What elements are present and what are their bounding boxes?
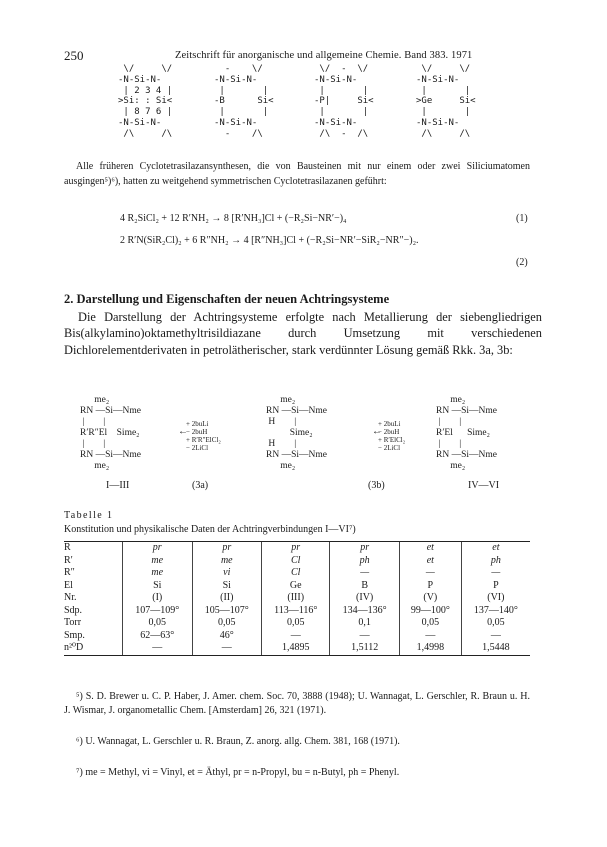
table-cell: (VI)	[461, 592, 530, 605]
row-label: El	[64, 579, 73, 591]
table-row	[64, 555, 530, 568]
table-cell: 0,1	[330, 617, 400, 630]
table-cell: vi	[192, 567, 262, 580]
table-row	[64, 542, 530, 555]
ring-structure-3: \/ - \/ -N-Si-N- | | -P| Si< | | -N-Si-N- /\ - /\	[314, 64, 374, 139]
table-cell: 0,05	[399, 617, 461, 630]
table-cell: (I)	[123, 592, 193, 605]
row-label: R	[64, 542, 123, 555]
table-cell: pr	[330, 542, 400, 555]
table-cell: et	[461, 542, 530, 555]
table-cell: 46°	[192, 630, 262, 643]
scheme-reagents-a: + 2buLi − 2buH + R′R″ElCl₂ − 2LiCl	[186, 420, 221, 452]
table-cell: Ge	[262, 580, 330, 593]
table-cell: me	[123, 567, 193, 580]
table-cell: et	[399, 555, 461, 568]
table-cell: 0,05	[461, 617, 530, 630]
table-cell: P	[399, 580, 461, 593]
table-cell: 0,05	[123, 617, 193, 630]
table-cell: (V)	[399, 592, 461, 605]
table-cell: —	[192, 642, 262, 655]
table-cell: P	[461, 580, 530, 593]
row-label: Sdp.	[64, 604, 83, 616]
row-label: n²⁰D	[64, 642, 123, 655]
table-row	[64, 630, 530, 643]
table-cell: B	[330, 580, 400, 593]
table-cell: 1,5112	[330, 642, 400, 655]
table-cell: pr	[192, 542, 262, 555]
scheme-right-structure: me₂ RN —Si—Nme | | R′El Sime₂ | | RN —Si—Nme me₂	[436, 395, 497, 471]
table-cell: 0,05	[262, 617, 330, 630]
equation-1: 4 R₂SiCl₂ + 12 R′NH₂ → 8 [R′NH₃]Cl + (−R₂Si−NR′−)₄	[120, 213, 347, 224]
ring-structure-2: - \/ -N-Si-N- | | -B Si< | | -N-Si-N- - /\	[214, 64, 274, 139]
table-cell: —	[461, 567, 530, 580]
table-cell: 62—63°	[123, 630, 193, 643]
table-cell: 105—107°	[192, 605, 262, 618]
table-cell: (IV)	[330, 592, 400, 605]
table-row	[64, 605, 530, 618]
table-cell: 137—140°	[461, 605, 530, 618]
table-row	[64, 580, 530, 593]
scheme-label-right: IV—VI	[468, 480, 500, 491]
table-cell: ph	[461, 555, 530, 568]
equation-1-number: (1)	[516, 213, 528, 224]
footnote-7: ⁷) me = Methyl, vi = Vinyl, et = Äthyl, pr = n-Propyl, bu = n-Butyl, ph = Phenyl.	[76, 767, 400, 778]
scheme-label-left: I—III	[106, 480, 130, 491]
page-number: 250	[64, 48, 84, 63]
row-label: Smp.	[64, 629, 85, 641]
table-cell: Si	[192, 580, 262, 593]
table-cell: 1,4895	[262, 642, 330, 655]
table-cell: (II)	[192, 592, 262, 605]
scheme-left-structure: me₂ RN —Si—Nme | | R′R″El Sime₂ | | RN —Si—Nme me₂	[80, 395, 141, 471]
table-row	[64, 567, 530, 580]
table-cell: —	[399, 630, 461, 643]
table-cell: Cl	[262, 567, 330, 580]
arrow-left-a: ←	[178, 426, 188, 437]
table-cell: 113—116°	[262, 605, 330, 618]
section-heading: 2. Darstellung und Eigenschaften der neuen Achtringsysteme	[64, 292, 390, 306]
arrow-left-b: ←	[372, 426, 382, 437]
table-row	[64, 592, 530, 605]
scheme-middle-structure: me₂ RN —Si—Nme H | Sime₂ H | RN —Si—Nme me₂	[266, 395, 327, 471]
table-cell: me	[123, 555, 193, 568]
ring-structure-4: \/ \/ -N-Si-N- | | >Ge Si< | | -N-Si-N- /\ /\	[416, 64, 476, 139]
row-label: R″	[64, 567, 75, 578]
scheme-reagents-b: + 2buLi − 2buH + R′ElCl₂ − 2LiCl	[378, 420, 406, 452]
table-cell: 134—136°	[330, 605, 400, 618]
footnote-5: ⁵) S. D. Brewer u. C. P. Haber, J. Amer. chem. Soc. 70, 3888 (1948); U. Wannagat, L. Gerschler, R. Braun u. H. J. Wismar, J. organometallic Chem. [Amsterdam] 26, 321 (1971).	[64, 691, 530, 716]
footnote-6: ⁶) U. Wannagat, L. Gerschler u. R. Braun, Z. anorg. allg. Chem. 381, 168 (1971).	[76, 736, 400, 747]
table-cell: 1,5448	[461, 642, 530, 655]
table-cell: —	[330, 630, 400, 643]
table-cell: (III)	[262, 592, 330, 605]
section-paragraph: Die Darstellung der Achtringsysteme erfolgte nach Metallierung der siebengliedrigen Bis(alkylamino)oktamethyltrisildiazane durch Umsetzung mit verschiedenen Dichlorelementderivaten in petrolätherischer, stark verdünnter Lösung gemäß Rkk. 3a, 3b:	[64, 310, 542, 357]
scheme-label-a: (3a)	[192, 480, 209, 491]
table-cell: Si	[123, 580, 193, 593]
ring-structure-1: \/ \/ -N-Si-N- | 2 3 4 | >Si: : Si< | 8 7 6 | -N-Si-N- /\ /\	[118, 64, 173, 139]
table-cell: —	[461, 630, 530, 643]
table-caption: Konstitution und physikalische Daten der Achtringverbindungen I—VI⁷)	[64, 524, 356, 535]
table-cell: et	[399, 542, 461, 555]
table-cell: —	[123, 642, 193, 655]
intro-paragraph: Alle früheren Cyclotetrasilazansynthesen, die von Bausteinen mit nur einem oder zwei Siliciumatomen ausgingen⁵)⁶), hatten zu weitgehend symmetrischen Cyclotetrasilazanen geführt:	[64, 161, 530, 187]
equation-2: 2 R′N(SiR₂Cl)₂ + 6 R″NH₂ → 4 [R″NH₃]Cl + (−R₂Si−NR′−SiR₂−NR″−)₂.	[120, 235, 419, 246]
row-label: R′	[64, 554, 73, 566]
equation-2-number: (2)	[516, 257, 528, 268]
data-table	[64, 541, 530, 656]
table-cell: 99—100°	[399, 605, 461, 618]
table-cell: Cl	[262, 555, 330, 568]
table-cell: —	[262, 630, 330, 643]
running-header: Zeitschrift für anorganische und allgemeine Chemie. Band 383. 1971	[175, 50, 473, 61]
table-row	[64, 617, 530, 630]
table-row	[64, 642, 530, 655]
table-cell: —	[330, 567, 400, 580]
table-title: Tabelle 1	[64, 510, 114, 521]
table-cell: 0,05	[192, 617, 262, 630]
table-cell: 1,4998	[399, 642, 461, 655]
table-cell: ph	[330, 555, 400, 568]
table-cell: pr	[262, 542, 330, 555]
table-cell: 107—109°	[123, 605, 193, 618]
table-cell: me	[192, 555, 262, 568]
table-cell: pr	[123, 542, 193, 555]
row-label: Torr	[64, 617, 82, 628]
scheme-label-b: (3b)	[368, 480, 385, 491]
table-cell: —	[399, 567, 461, 580]
row-label: Nr.	[64, 592, 77, 603]
